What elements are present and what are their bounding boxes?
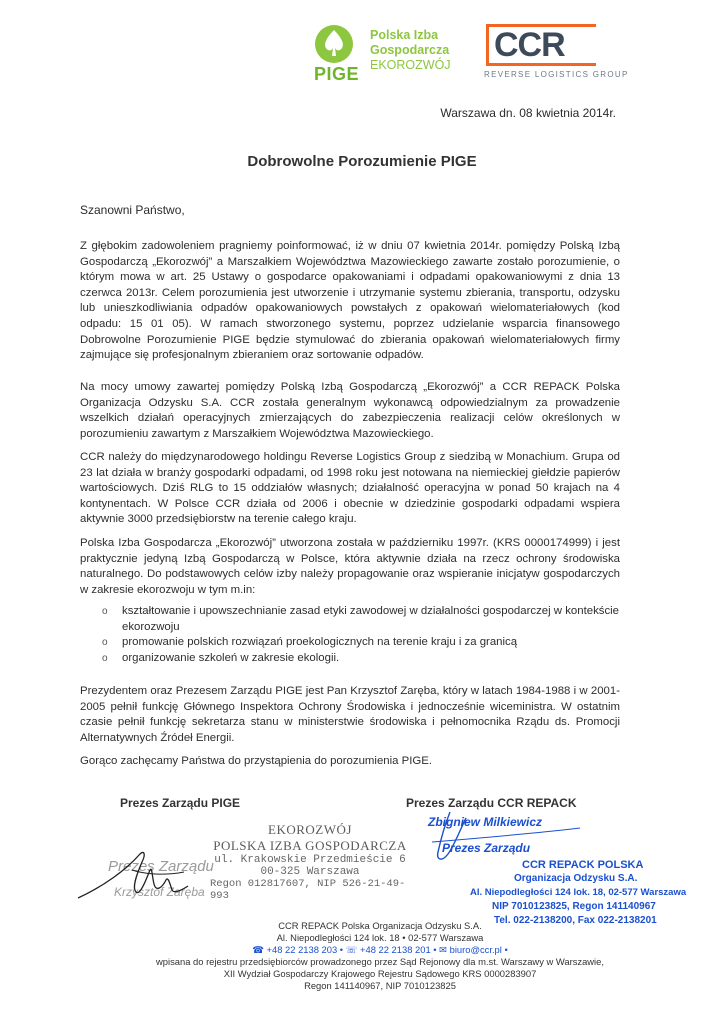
salutation: Szanowni Państwo, xyxy=(80,203,185,217)
pige-stamp-line-4: 00-325 Warszawa xyxy=(260,866,360,878)
ccr-stamp-phone: Tel. 022-2138200, Fax 022-2138201 xyxy=(494,915,657,926)
pige-stamp-line-2: POLSKA IZBA GOSPODARCZA xyxy=(213,838,407,853)
pige-signer-title: Prezes Zarządu xyxy=(108,858,214,875)
footer-registry: wpisana do rejestru przedsiębiorców prowadzonego przez Sąd Rejonowy dla m.st. Warszawy w Warszawie, xyxy=(156,956,604,967)
list-item xyxy=(80,635,620,651)
list-item-text: promowanie polskich rozwiązań proekologicznych na terenie kraju i za granicą xyxy=(122,636,518,649)
pige-stamp-line-3: ul. Krakowskie Przedmieście 6 xyxy=(214,854,406,866)
bullet-circle-icon: o xyxy=(102,606,108,617)
footer-ids: Regon 141140967, NIP 7010123825 xyxy=(304,980,456,991)
list-item xyxy=(80,604,620,635)
pige-name xyxy=(370,28,451,73)
signature-title-pige: Prezes Zarządu PIGE xyxy=(120,796,241,810)
signature-title-ccr: Prezes Zarządu CCR REPACK xyxy=(406,796,577,810)
list-item xyxy=(80,651,620,667)
ccr-signer-title: Prezes Zarządu xyxy=(442,841,531,855)
ccr-logo-frame-gap xyxy=(582,24,596,66)
pige-name-line-1: Polska Izba xyxy=(370,28,439,42)
ccr-wordmark: CCR xyxy=(494,26,565,64)
paragraph-2: Na mocy umowy zawartej pomiędzy Polską Izbą Gospodarczą „Ekorozwój” a CCR REPACK Polska Organizacja Odzysku S.A. CCR została generalnym wykonawcą odpowiedzialnym za prowadzenie wszelkich działań operacyjnych zmierzających do zabezpieczenia realizacji celów określonych w porozumieniu zawartym z Marszałkiem Województwa Mazowieckiego. xyxy=(80,381,620,440)
paragraph-6: Gorąco zachęcamy Państwa do przystąpienia do porozumienia PIGE. xyxy=(80,755,433,767)
pige-logo xyxy=(312,24,472,82)
goals-list xyxy=(80,604,620,666)
paragraph-5: Prezydentem oraz Prezesem Zarządu PIGE jest Pan Krzysztof Zaręba, który w latach 1984-1988 i w 2001-2005 pełnił funkcję Głównego Inspektora Ochrony Środowiska i jednocześnie wiceministra. W ostatnim czasie pełnił funkcję sekretarza stanu w ministerstwie środowiska i pełnomocnika Rządu ds. Promocji Alternatywnych Źródeł Energii. xyxy=(80,685,620,744)
footer-address: Al. Niepodległości 124 lok. 18 • 02-577 Warszawa xyxy=(276,932,484,943)
ccr-tagline: REVERSE LOGISTICS GROUP xyxy=(484,70,629,79)
list-item-text: kształtowanie i upowszechnianie zasad etyki zawodowej w działalności gospodarczej w kontekście ekorozwoju xyxy=(122,605,620,633)
bullet-circle-icon: o xyxy=(102,652,108,664)
paragraph-1: Z głębokim zadowoleniem pragniemy poinformować, iż w dniu 07 kwietnia 2014r. pomiędzy Polską Izbą Gospodarczą „Ekorozwój” a Marszałkiem Województwa Mazowieckiego zawarte zostało porozumienie, o którym mowa w art. 25 Ustawy o gospodarce opakowaniami i odpadami opakowaniowymi z dnia 13 czerwca 2013r. Celem porozumienia jest utworzenie i utrzymanie systemu zbierania, transportu, odzysku lub unieszkodliwiania odpadów opakowaniowych powstałych z opakowań wielomateriałowych (kod odpadu: 15 01 05). W ramach stworzonego systemu, poprzez udzielanie wsparcia finansowego Dobrowolne Porozumienie PIGE będzie stymulować do zbierania opakowań wielomateriałowych firmy zajmujące się profesjonalnym zbieraniem oraz sortowanie odpadów. xyxy=(80,240,620,362)
pige-signer-name: Krzysztof Zaręba xyxy=(114,885,205,899)
ccr-stamp-company: CCR REPACK POLSKA xyxy=(522,859,644,871)
ccr-stamp-org: Organizacja Odzysku S.A. xyxy=(514,873,638,884)
pige-name-line-3: EKOROZWÓJ xyxy=(370,58,451,72)
pige-wordmark: PIGE xyxy=(314,64,360,84)
footer-contact: ☎ +48 22 2138 203 • ☏ +48 22 2138 201 • ✉ biuro@ccr.pl • xyxy=(252,944,508,955)
ccr-stamp-address: Al. Niepodległości 124 lok. 18, 02-577 Warszawa xyxy=(470,887,687,898)
company-footer xyxy=(140,920,620,992)
pige-stamp-line-1: EKOROZWÓJ xyxy=(268,822,352,837)
bullet-circle-icon: o xyxy=(102,637,108,649)
ccr-logo xyxy=(484,22,629,84)
pige-name-line-2: Gospodarcza xyxy=(370,43,450,57)
pige-stamp-line-5: Regon 012817607, NIP 526-21-49-993 xyxy=(210,878,406,902)
footer-company: CCR REPACK Polska Organizacja Odzysku S.A. xyxy=(278,920,482,931)
letter-title: Dobrowolne Porozumienie PIGE xyxy=(247,153,477,170)
ccr-signer-name: Zbigniew Milkiewicz xyxy=(428,815,543,829)
paragraph-3: CCR należy do międzynarodowego holdingu Reverse Logistics Group z siedzibą w Monachium. Grupa od 23 lat działa w branży gospodarki odpadami, od 1998 roku jest notowana na niemieckiej giełdzie papierów wartościowych. Dziś RLG to 15 oddziałów własnych; działalność operacyjna w ponad 50 krajach na 4 kontynentach. W Polsce CCR działa od 2006 i obecnie w dziedzinie gospodarki odpadami wspiera aktywnie 3000 przedsiębiorstw na terenie całego kraju. xyxy=(80,451,620,526)
letter-date: Warszawa dn. 08 kwietnia 2014r. xyxy=(440,106,616,120)
ccr-stamp-ids: NIP 7010123825, Regon 141140967 xyxy=(492,901,656,912)
list-item-text: organizowanie szkoleń w zakresie ekologii. xyxy=(122,651,340,664)
handwritten-signature-icon xyxy=(74,840,224,910)
footer-krs: XII Wydział Gospodarczy Krajowego Rejestru Sądowego KRS 0000283907 xyxy=(223,968,537,979)
paragraph-4: Polska Izba Gospodarcza „Ekorozwój” utworzona została w październiku 1997r. (KRS 0000174999) i jest praktycznie jedyną Izbą Gospodarczą w Polsce, która aktywnie działa na rzecz ochrony środowiska naturalnego. Do podstawowych celów izby należy propagowanie oraz wspieranie inicjatyw gospodarczych w zakresie ekorozwoju w tym m.in: xyxy=(80,537,620,596)
